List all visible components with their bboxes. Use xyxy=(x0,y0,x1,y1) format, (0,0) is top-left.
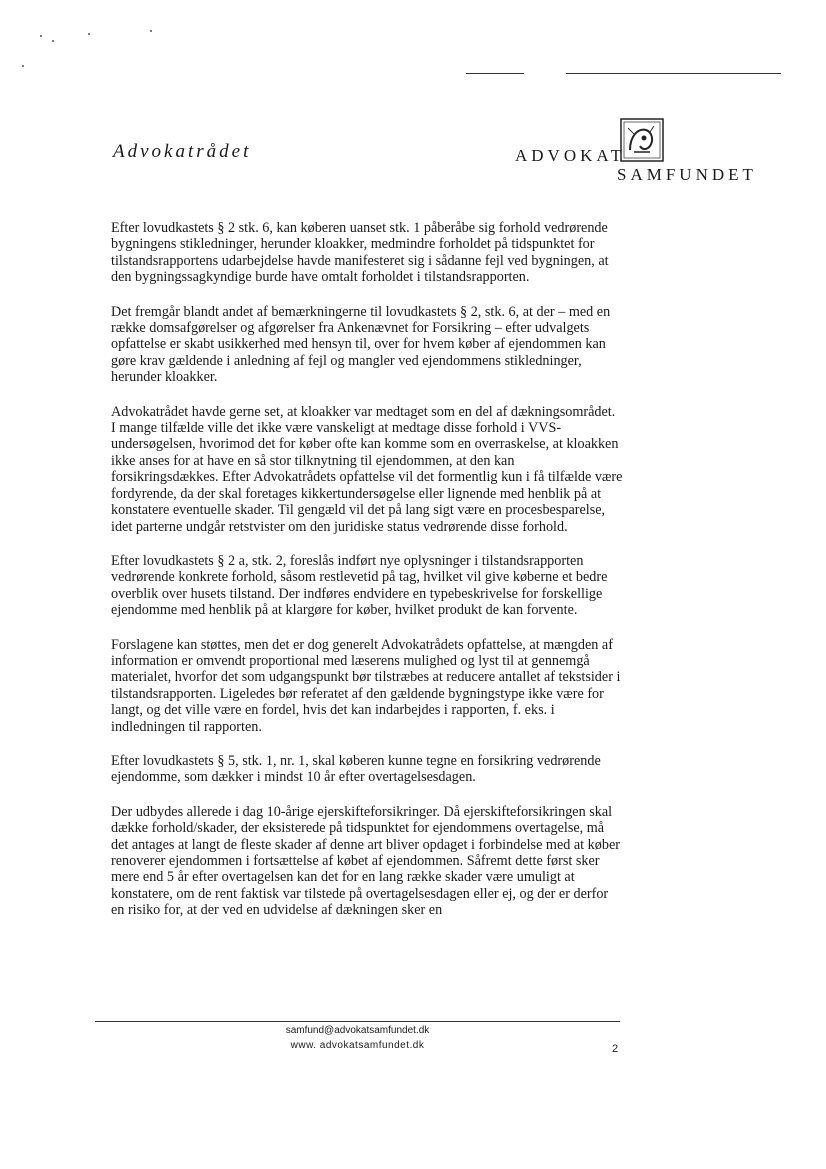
paragraph-2: Det fremgår blandt andet af bemærkningerne til lovudkastets § 2, stk. 6, at der – med en række domsafgørelser og afgørelser fra Ankenævnet for Forsikring – efter udvalgets opfattelse er skabt usikkerhed med hensyn til, over for hvem køber af ejendommen kan gøre krav gældende i anledning af fejl og mangler ved ejendommens stikledninger, herunder kloakker. xyxy=(111,303,611,386)
brand-name-top: ADVOKAT xyxy=(515,146,626,165)
header-rule-left xyxy=(466,73,524,74)
scan-speck xyxy=(22,65,24,67)
footer-website: www. advokatsamfundet.dk xyxy=(290,1040,425,1051)
scan-speck xyxy=(88,33,90,35)
scan-speck xyxy=(40,35,42,37)
paragraph-7: Der udbydes allerede i dag 10-årige ejerskifteforsikringer. Då ejerskifteforsikringen skal dække forhold/skader, der eksisterede på tidspunktet for ejendommens overtagelse, må det antages at langt de fleste skader af denne art bliver opdaget i forbindelse med at køber renoverer ejendommen i fortsættelse af købet af ejendommen. Såfremt dette først sker mere end 5 år efter overtagelsen kan det for en lang række skader være umuligt at konstatere, om de rent faktisk var tilstede på overtagelsesdagen eller ej, og der er derfor en risiko for, at der ved en udvidelse af dækningen sker en xyxy=(111,803,620,919)
footer-rule xyxy=(95,1021,620,1022)
document-title: Advokatrådet xyxy=(113,141,252,162)
paragraph-6: Efter lovudkastets § 5, stk. 1, nr. 1, skal køberen kunne tegne en forsikring vedrørende ejendomme, som dækker i mindst 10 år efter overtagelsesdagen. xyxy=(111,752,601,786)
page-number: 2 xyxy=(612,1043,619,1055)
scan-speck xyxy=(150,30,152,32)
footer-email: samfund@advokatsamfundet.dk xyxy=(285,1025,430,1036)
advokatsamfundet-logo-icon xyxy=(620,118,664,162)
scan-speck xyxy=(52,40,54,42)
paragraph-5: Forslagene kan støttes, men det er dog generelt Advokatrådets opfattelse, at mængden af information er omvendt proportional med læserens mulighed og lyst til at gennemgå materialet, hvorfor det som udgangspunkt bør tilstræbes at reducere antallet af tekstsider i tilstandsrapporten. Ligeledes bør referatet af den gældende bygningstype ikke være for langt, og det ville være en fordel, hvis det kan indarbejdes i rapporten, f. eks. i indledningen til rapporten. xyxy=(111,636,621,735)
header-rule-right xyxy=(566,73,781,74)
paragraph-1: Efter lovudkastets § 2 stk. 6, kan køberen uanset stk. 1 påberåbe sig forhold vedrørende bygningens stikledninger, herunder kloakker, medmindre forholdet på tidspunktet for tilstandsrapportens udarbejdelse havde manifesteret sig i sådanne fejl ved bygningen, at den bygningssagkyndige burde have omtalt forholdet i tilstandsrapporten. xyxy=(111,220,609,286)
brand-name-bottom: SAMFUNDET xyxy=(617,165,757,184)
paragraph-3: Advokatrådet havde gerne set, at kloakker var medtaget som en del af dækningsområdet. I mange tilfælde ville det ikke være vanskeligt at medtage disse forhold i VVS-undersøgelsen, hvorimod det for køber ofte kan komme som en overraskelse, at kloakken ikke anses for at have en så stor tilknytning til ejendommen, at den kan forsikringsdækkes. Efter Advokatrådets opfattelse vil det formentlig kun i få tilfælde være fordyrende, da der skal foretages kikkertundersøgelse eller lignende med henblik på at konstatere eventuelle skader. Til gengæld vil det på lang sigt være en procesbesparelse, idet parterne undgår retstvister om den juridiske status vedrørende disse forhold. xyxy=(111,403,623,535)
letter-body xyxy=(111,220,623,937)
paragraph-4: Efter lovudkastets § 2 a, stk. 2, foreslås indført nye oplysninger i tilstandsrapporten vedrørende konkrete forhold, såsom restlevetid på tag, hvilket vil give køberne et bedre overblik over husets tilstand. Der indføres endvidere en typebeskrivelse for forskellige ejendomme med henblik på at klargøre for køber, hvilket produkt de kan forvente. xyxy=(111,552,608,619)
